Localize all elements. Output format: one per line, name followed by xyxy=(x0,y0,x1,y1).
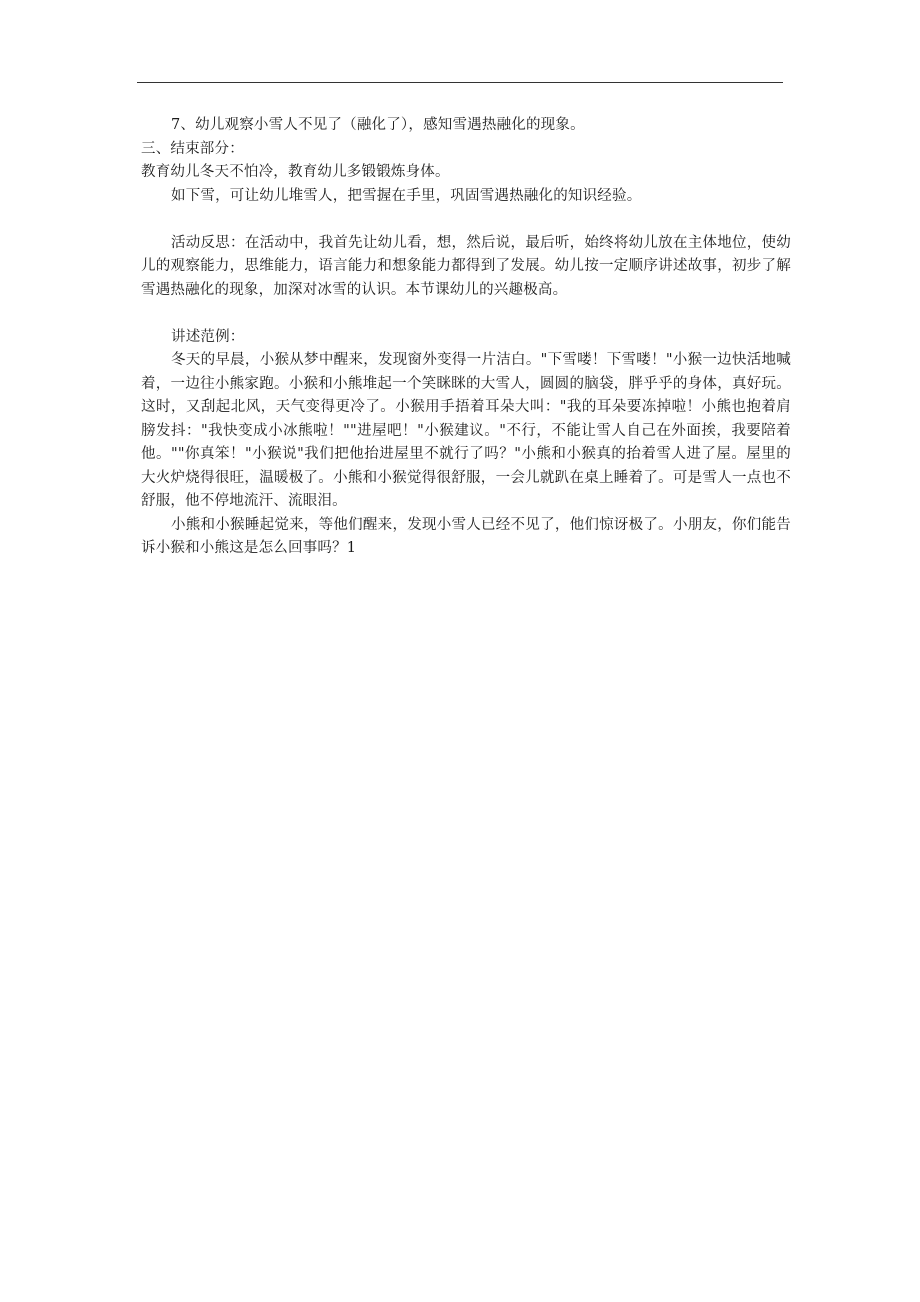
paragraph-step-7: 7、幼儿观察小雪人不见了（融化了），感知雪遇热融化的现象。 xyxy=(171,117,585,133)
paragraph-story: 冬天的早晨，小猴从梦中醒来，发现窗外变得一片洁白。"下雪喽！下雪喽！"小猴一边快活地喊着，一边往小熊家跑。小猴和小熊堆起一个笑眯眯的大雪人，圆圆的脑袋，胖乎乎的身体，真好玩。这时，又刮起北风，天气变得更冷了。小猴用手捂着耳朵大叫："我的耳朵要冻掉啦！小熊也抱着肩膀发抖："我快变成小冰熊啦！""进屋吧！"小猴建议。"不行，不能让雪人自己在外面挨，我要陪着他。""你真笨！"小猴说"我们把他抬进屋里不就行了吗？"小熊和小猴真的抬着雪人进了屋。屋里的大火炉烧得很旺，温暖极了。小熊和小猴觉得很舒服，一会儿就趴在桌上睡着了。可是雪人一点也不舒服，他不停地流汗、流眼泪。 xyxy=(141,352,791,509)
paragraph-spacer xyxy=(141,302,791,326)
paragraph-reflection: 活动反思：在活动中，我首先让幼儿看，想，然后说，最后听，始终将幼儿放在主体地位，使幼儿的观察能力，思维能力，语言能力和想象能力都得到了发展。幼儿按一定顺序讲述故事，初步了解雪遇热融化的现象，加深对冰雪的认识。本节课幼儿的兴趣极高。 xyxy=(141,234,791,298)
paragraph-spacer xyxy=(141,208,791,232)
header-rule xyxy=(137,82,783,83)
paragraph-story-ending: 小熊和小猴睡起觉来，等他们醒来，发现小雪人已经不见了，他们惊讶极了。小朋友，你们能告诉小猴和小熊这是怎么回事吗？1 xyxy=(141,516,791,556)
paragraph-snow-activity: 如下雪，可让幼儿堆雪人，把雪握在手里，巩固雪遇热融化的知识经验。 xyxy=(171,187,642,204)
section-heading-conclusion: 三、结束部分： xyxy=(141,140,244,157)
document-body xyxy=(141,114,791,561)
paragraph-education: 教育幼儿冬天不怕冷，教育幼儿多锻锻炼身体。 xyxy=(141,164,450,180)
paragraph-example-heading: 讲述范例： xyxy=(171,328,245,345)
